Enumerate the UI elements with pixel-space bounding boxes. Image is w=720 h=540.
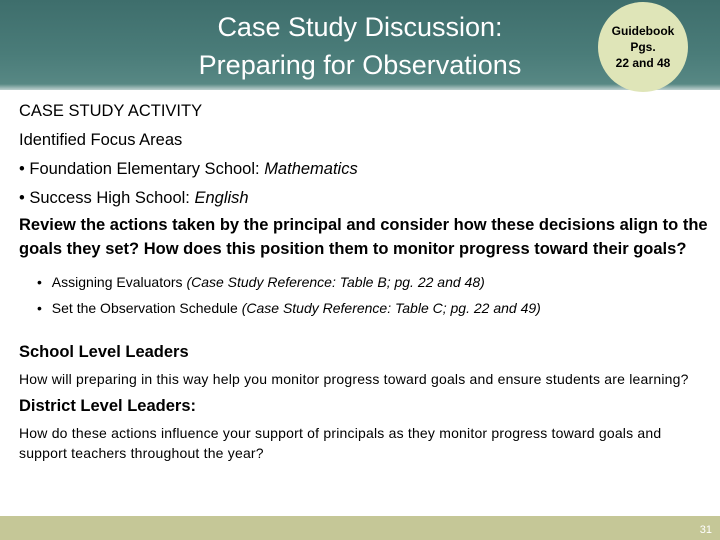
badge-line-2: Pgs. — [630, 40, 656, 54]
focus-item: • Success High School: English — [19, 189, 249, 207]
focus-subject: English — [194, 189, 249, 207]
sub-list — [37, 269, 709, 321]
slide-content — [19, 97, 709, 463]
district-leaders-heading: District Level Leaders: — [19, 397, 196, 415]
focus-item: • Foundation Elementary School: Mathematics — [19, 160, 358, 178]
badge-line-1: Guidebook — [611, 24, 675, 38]
badge-line-3: 22 and 48 — [615, 56, 671, 70]
footer-bar — [0, 516, 720, 540]
sub-ref: (Case Study Reference: Table C; pg. 22 and 49) — [241, 300, 541, 316]
focus-heading: Identified Focus Areas — [19, 131, 183, 149]
page-number: 31 — [699, 524, 712, 536]
focus-school: Foundation Elementary School: — [29, 160, 265, 178]
sub-ref: (Case Study Reference: Table B; pg. 22 and 48) — [186, 274, 485, 290]
sub-item — [37, 295, 709, 321]
district-leaders-text: How do these actions influence your support of principals as they monitor progress toward goals and support teachers throughout the year? — [19, 425, 662, 461]
sub-item — [37, 269, 709, 295]
school-leaders-text: How will preparing in this way help you monitor progress toward goals and ensure students are learning? — [19, 371, 689, 387]
focus-school: Success High School: — [29, 189, 195, 207]
slide-title — [150, 8, 570, 84]
title-line-2: Preparing for Observations — [198, 50, 522, 80]
title-line-1: Case Study Discussion: — [217, 12, 503, 42]
guidebook-badge — [598, 2, 688, 92]
focus-subject: Mathematics — [264, 160, 358, 178]
sub-label: Assigning Evaluators — [51, 274, 187, 290]
sub-label: Set the Observation Schedule — [51, 300, 242, 316]
review-question: Review the actions taken by the principal and consider how these decisions align to the goals they set? How does this position them to monitor progress toward their goals? — [19, 216, 708, 258]
school-leaders-heading: School Level Leaders — [19, 343, 189, 361]
activity-heading: CASE STUDY ACTIVITY — [19, 102, 203, 120]
